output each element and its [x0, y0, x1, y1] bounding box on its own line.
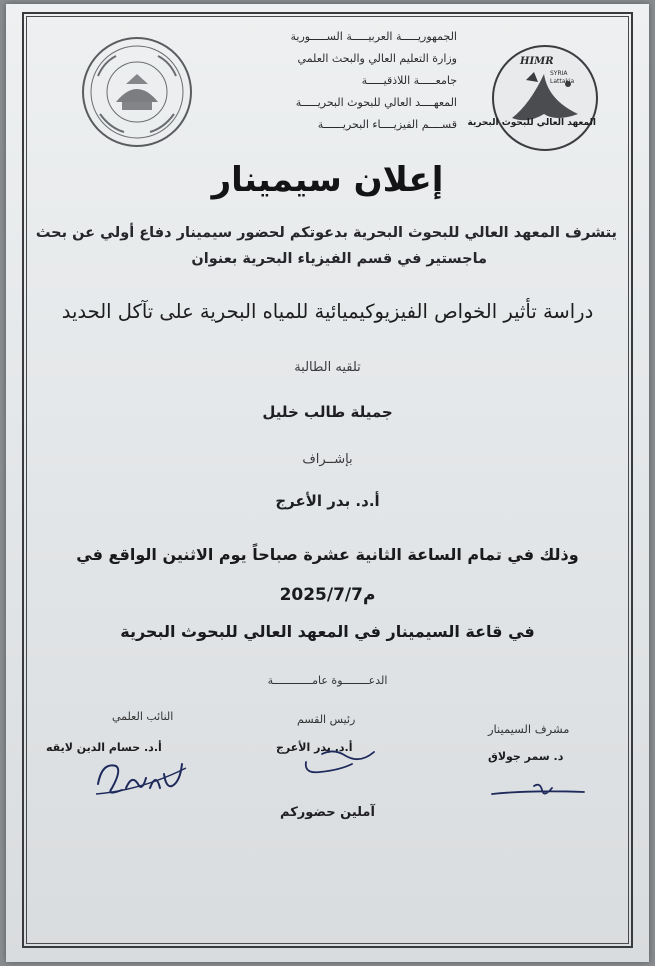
- announcement-title: إعلان سيمينار: [211, 160, 444, 200]
- closing-text: آملين حضوركم: [280, 805, 375, 820]
- header-line-country: الجمهوريـــــة العربيـــــة الســـــورية: [290, 30, 457, 43]
- handwritten-signature-head: [300, 744, 380, 780]
- seminar-place: في قاعة السيمينار في المعهد العالي للبحوث البحرية: [120, 622, 535, 641]
- general-invitation: الدعــــــــوة عامــــــــــــة: [267, 674, 388, 687]
- signature-name-supervisor: د. سمر جولاق: [488, 750, 564, 763]
- institute-logo: [467, 44, 604, 152]
- logo-acronym: HIMR: [520, 56, 554, 67]
- header-line-institute: المعهــــد العالي للبحوث البحريـــــة: [295, 96, 457, 109]
- invitation-line-2: ماجستير في قسم الفيزياء البحرية بعنوان: [191, 251, 487, 267]
- signature-title-supervisor: مشرف السيمينار: [488, 722, 570, 736]
- student-name: جميلة طالب خليل: [262, 403, 393, 421]
- header-line-ministry: وزارة التعليم العالي والبحث العلمي: [297, 52, 457, 65]
- signature-title-head: رئيس القسم: [297, 713, 356, 726]
- invitation-text: [27, 220, 617, 272]
- seminar-time: وذلك في تمام الساعة الثانية عشرة صباحاً يوم الاثنين الواقع في: [76, 545, 579, 564]
- university-seal-logo: [78, 36, 196, 148]
- header-line-university: جامعـــــة اللاذقيـــــة: [361, 74, 457, 87]
- signature-title-deputy: النائب العلمي: [112, 710, 174, 723]
- handwritten-signature-deputy: [92, 744, 190, 800]
- seminar-date: 2025/7/7م: [279, 585, 376, 605]
- header-line-department: قســــم الفيزيــــاء البحريــــــة: [317, 118, 457, 131]
- supervision-label: بإشــراف: [302, 452, 353, 467]
- signature-name-head: أ.د. بدر الأعرج: [276, 741, 353, 754]
- thesis-title: دراسة تأثير الخواص الفيزيوكيميائية للمياه البحرية على تآكل الحديد: [61, 300, 594, 323]
- institution-header: [237, 26, 457, 136]
- logo-institute-name: المعهد العالي للبحوث البحرية: [467, 118, 596, 128]
- invitation-line-1: يتشرف المعهد العالي للبحوث البحرية بدعوتكم لحضور سيمينار دفاع أولي عن بحث: [35, 225, 617, 241]
- student-label: تلقيه الطالبة: [294, 360, 361, 375]
- handwritten-signature-supervisor: [490, 778, 590, 804]
- signature-name-deputy: أ.د. حسام الدين لايقه: [46, 741, 162, 754]
- supervisor-name: أ.د. بدر الأعرج: [275, 492, 380, 510]
- logo-location: SYRIA Lattakia: [550, 70, 575, 85]
